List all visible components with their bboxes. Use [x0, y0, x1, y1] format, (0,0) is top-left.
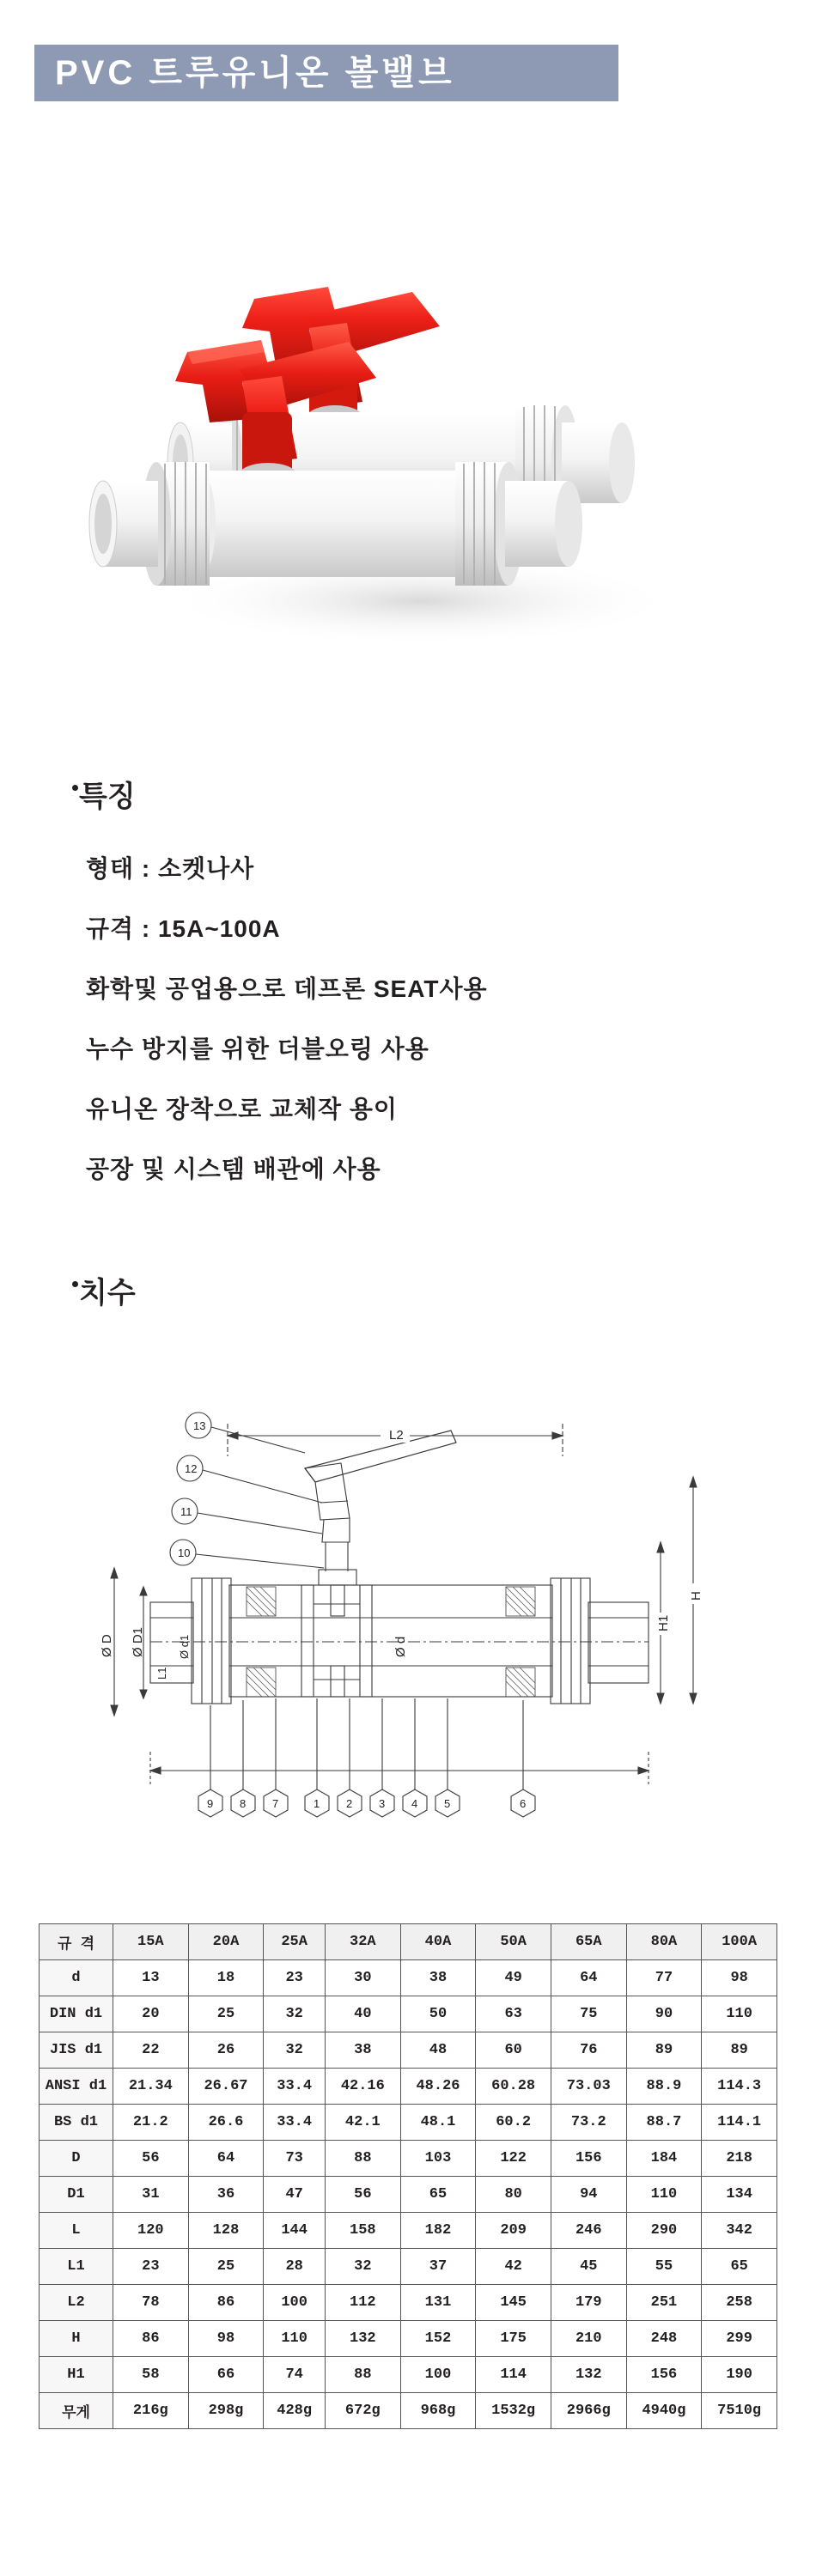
table-cell: 23	[113, 2249, 189, 2285]
table-cell: 21.34	[113, 2069, 189, 2105]
table-cell: 38	[400, 1960, 476, 1996]
row-label: d	[40, 1960, 113, 1996]
table-cell: 56	[326, 2177, 401, 2213]
table-cell: 2966g	[551, 2393, 626, 2429]
table-cell: 42	[476, 2249, 551, 2285]
svg-text:3: 3	[379, 1797, 386, 1810]
table-row	[40, 2141, 777, 2177]
table-cell: 152	[400, 2321, 476, 2357]
table-cell: 74	[264, 2357, 326, 2393]
label-H: H	[689, 1591, 703, 1601]
table-row	[40, 2177, 777, 2213]
table-cell: 4940g	[626, 2393, 702, 2429]
table-cell: 13	[113, 1960, 189, 1996]
table-cell: 75	[551, 1996, 626, 2032]
svg-text:7: 7	[272, 1797, 279, 1810]
table-cell: 65	[400, 2177, 476, 2213]
table-cell: 60	[476, 2032, 551, 2069]
table-cell: 55	[626, 2249, 702, 2285]
table-row	[40, 2357, 777, 2393]
table-header-cell: 50A	[476, 1924, 551, 1960]
svg-text:9: 9	[207, 1797, 214, 1810]
table-cell: 33.4	[264, 2105, 326, 2141]
table-cell: 145	[476, 2285, 551, 2321]
table-cell: 40	[326, 1996, 401, 2032]
table-cell: 49	[476, 1960, 551, 1996]
table-cell: 88.9	[626, 2069, 702, 2105]
table-cell: 80	[476, 2177, 551, 2213]
table-header-row	[40, 1924, 777, 1960]
table-header-cell: 100A	[702, 1924, 777, 1960]
table-cell: 88	[326, 2141, 401, 2177]
table-cell: 209	[476, 2213, 551, 2249]
table-cell: 132	[326, 2321, 401, 2357]
table-cell: 73.03	[551, 2069, 626, 2105]
svg-text:6: 6	[520, 1797, 527, 1810]
table-cell: 128	[188, 2213, 264, 2249]
table-header-cell: 20A	[188, 1924, 264, 1960]
table-cell: 42.16	[326, 2069, 401, 2105]
svg-text:5: 5	[444, 1797, 451, 1810]
svg-text:11: 11	[180, 1505, 192, 1518]
feature-line-3: 화학및 공업용으로 데프론 SEAT사용	[86, 975, 488, 1002]
row-label: BS d1	[40, 2105, 113, 2141]
table-cell: 120	[113, 2213, 189, 2249]
table-cell: 73	[264, 2141, 326, 2177]
table-cell: 32	[264, 1996, 326, 2032]
table-cell: 48	[400, 2032, 476, 2069]
label-OD: Ø D	[100, 1634, 114, 1657]
table-cell: 36	[188, 2177, 264, 2213]
table-cell: 26	[188, 2032, 264, 2069]
table-cell: 7510g	[702, 2393, 777, 2429]
table-cell: 26.67	[188, 2069, 264, 2105]
table-cell: 73.2	[551, 2105, 626, 2141]
table-cell: 32	[264, 2032, 326, 2069]
label-L2: L2	[389, 1428, 404, 1443]
table-cell: 100	[400, 2357, 476, 2393]
row-label: DIN d1	[40, 1996, 113, 2032]
table-cell: 299	[702, 2321, 777, 2357]
svg-text:13: 13	[193, 1419, 206, 1432]
spec-table	[39, 1923, 777, 2429]
table-row	[40, 1996, 777, 2032]
table-cell: 60.2	[476, 2105, 551, 2141]
table-cell: 1532g	[476, 2393, 551, 2429]
table-cell: 100	[264, 2285, 326, 2321]
table-cell: 64	[551, 1960, 626, 1996]
table-cell: 77	[626, 1960, 702, 1996]
table-cell: 342	[702, 2213, 777, 2249]
dimensions-bullet	[72, 1281, 78, 1287]
table-cell: 90	[626, 1996, 702, 2032]
table-cell: 76	[551, 2032, 626, 2069]
table-cell: 246	[551, 2213, 626, 2249]
label-H1: H1	[656, 1614, 671, 1631]
row-label: H	[40, 2321, 113, 2357]
table-cell: 89	[702, 2032, 777, 2069]
table-cell: 48.26	[400, 2069, 476, 2105]
table-cell: 968g	[400, 2393, 476, 2429]
svg-text:4: 4	[411, 1797, 418, 1810]
table-row	[40, 2105, 777, 2141]
label-OD1: Ø D1	[131, 1626, 145, 1657]
row-label: D	[40, 2141, 113, 2177]
table-row	[40, 2249, 777, 2285]
table-header-cell: 65A	[551, 1924, 626, 1960]
table-cell: 21.2	[113, 2105, 189, 2141]
table-row	[40, 2321, 777, 2357]
svg-text:8: 8	[240, 1797, 247, 1810]
page-title: PVC 트루유니온 볼밸브	[55, 54, 455, 92]
table-cell: 37	[400, 2249, 476, 2285]
features-heading: 특징	[79, 781, 136, 813]
table-cell: 25	[188, 1996, 264, 2032]
label-od1: Ø d1	[178, 1634, 191, 1659]
table-header-cell: 40A	[400, 1924, 476, 1960]
svg-text:1: 1	[314, 1797, 320, 1810]
table-cell: 290	[626, 2213, 702, 2249]
table-cell: 31	[113, 2177, 189, 2213]
spec-table-wrap	[39, 1923, 777, 2429]
table-cell: 156	[551, 2141, 626, 2177]
table-cell: 23	[264, 1960, 326, 1996]
table-cell: 144	[264, 2213, 326, 2249]
table-row	[40, 1960, 777, 1996]
table-cell: 88.7	[626, 2105, 702, 2141]
feature-line-2: 규격 : 15A~100A	[86, 915, 281, 942]
table-cell: 184	[626, 2141, 702, 2177]
table-cell: 190	[702, 2357, 777, 2393]
table-cell: 98	[188, 2321, 264, 2357]
table-cell: 114	[476, 2357, 551, 2393]
table-cell: 175	[476, 2321, 551, 2357]
table-cell: 33.4	[264, 2069, 326, 2105]
table-cell: 63	[476, 1996, 551, 2032]
table-cell: 86	[188, 2285, 264, 2321]
table-cell: 66	[188, 2357, 264, 2393]
table-cell: 86	[113, 2321, 189, 2357]
table-cell: 110	[626, 2177, 702, 2213]
table-cell: 48.1	[400, 2105, 476, 2141]
table-cell: 110	[264, 2321, 326, 2357]
table-cell: 20	[113, 1996, 189, 2032]
row-label: 무게	[40, 2393, 113, 2429]
table-cell: 78	[113, 2285, 189, 2321]
svg-text:2: 2	[346, 1797, 353, 1810]
table-cell: 218	[702, 2141, 777, 2177]
label-L1: L1	[155, 1667, 168, 1680]
callouts-bottom	[198, 1698, 535, 1817]
feature-line-5: 유니온 장착으로 교체작 용이	[86, 1096, 398, 1122]
table-header-cell: 25A	[264, 1924, 326, 1960]
table-cell: 122	[476, 2141, 551, 2177]
feature-line-4: 누수 방지를 위한 더블오링 사용	[86, 1036, 429, 1062]
table-cell: 56	[113, 2141, 189, 2177]
table-row	[40, 2032, 777, 2069]
row-label: L	[40, 2213, 113, 2249]
table-cell: 30	[326, 1960, 401, 1996]
feature-line-1: 형태 : 소켓나사	[86, 855, 255, 882]
table-row	[40, 2213, 777, 2249]
table-cell: 672g	[326, 2393, 401, 2429]
dimension-drawing	[47, 1374, 769, 1855]
table-cell: 248	[626, 2321, 702, 2357]
table-cell: 210	[551, 2321, 626, 2357]
feature-line-6: 공장 및 시스템 배관에 사용	[86, 1156, 381, 1182]
table-cell: 251	[626, 2285, 702, 2321]
table-header-cell: 15A	[113, 1924, 189, 1960]
table-cell: 132	[551, 2357, 626, 2393]
table-cell: 32	[326, 2249, 401, 2285]
table-cell: 179	[551, 2285, 626, 2321]
table-cell: 114.1	[702, 2105, 777, 2141]
features-bullet	[72, 785, 78, 791]
table-cell: 65	[702, 2249, 777, 2285]
table-cell: 89	[626, 2032, 702, 2069]
table-cell: 26.6	[188, 2105, 264, 2141]
table-cell: 112	[326, 2285, 401, 2321]
row-label: ANSI d1	[40, 2069, 113, 2105]
table-cell: 88	[326, 2357, 401, 2393]
table-cell: 28	[264, 2249, 326, 2285]
table-cell: 64	[188, 2141, 264, 2177]
row-label: D1	[40, 2177, 113, 2213]
table-cell: 58	[113, 2357, 189, 2393]
table-cell: 131	[400, 2285, 476, 2321]
table-cell: 42.1	[326, 2105, 401, 2141]
table-cell: 45	[551, 2249, 626, 2285]
label-od: Ø d	[393, 1636, 408, 1657]
row-label: H1	[40, 2357, 113, 2393]
table-cell: 18	[188, 1960, 264, 1996]
table-row	[40, 2285, 777, 2321]
product-photo	[52, 197, 764, 730]
row-label: L2	[40, 2285, 113, 2321]
table-cell: 134	[702, 2177, 777, 2213]
table-cell: 22	[113, 2032, 189, 2069]
row-label: L1	[40, 2249, 113, 2285]
table-header-cell: 32A	[326, 1924, 401, 1960]
table-cell: 38	[326, 2032, 401, 2069]
table-cell: 216g	[113, 2393, 189, 2429]
table-cell: 110	[702, 1996, 777, 2032]
row-label: JIS d1	[40, 2032, 113, 2069]
table-cell: 428g	[264, 2393, 326, 2429]
table-header-cell: 규 격	[40, 1924, 113, 1960]
table-cell: 94	[551, 2177, 626, 2213]
table-header-cell: 80A	[626, 1924, 702, 1960]
table-cell: 25	[188, 2249, 264, 2285]
table-cell: 50	[400, 1996, 476, 2032]
svg-text:10: 10	[178, 1546, 191, 1559]
table-row	[40, 2069, 777, 2105]
table-cell: 47	[264, 2177, 326, 2213]
table-cell: 114.3	[702, 2069, 777, 2105]
table-cell: 298g	[188, 2393, 264, 2429]
table-cell: 98	[702, 1960, 777, 1996]
table-row	[40, 2393, 777, 2429]
table-cell: 60.28	[476, 2069, 551, 2105]
table-cell: 103	[400, 2141, 476, 2177]
table-cell: 158	[326, 2213, 401, 2249]
dimensions-heading: 치수	[79, 1277, 136, 1309]
svg-text:12: 12	[185, 1462, 198, 1475]
table-cell: 182	[400, 2213, 476, 2249]
table-cell: 258	[702, 2285, 777, 2321]
table-cell: 156	[626, 2357, 702, 2393]
